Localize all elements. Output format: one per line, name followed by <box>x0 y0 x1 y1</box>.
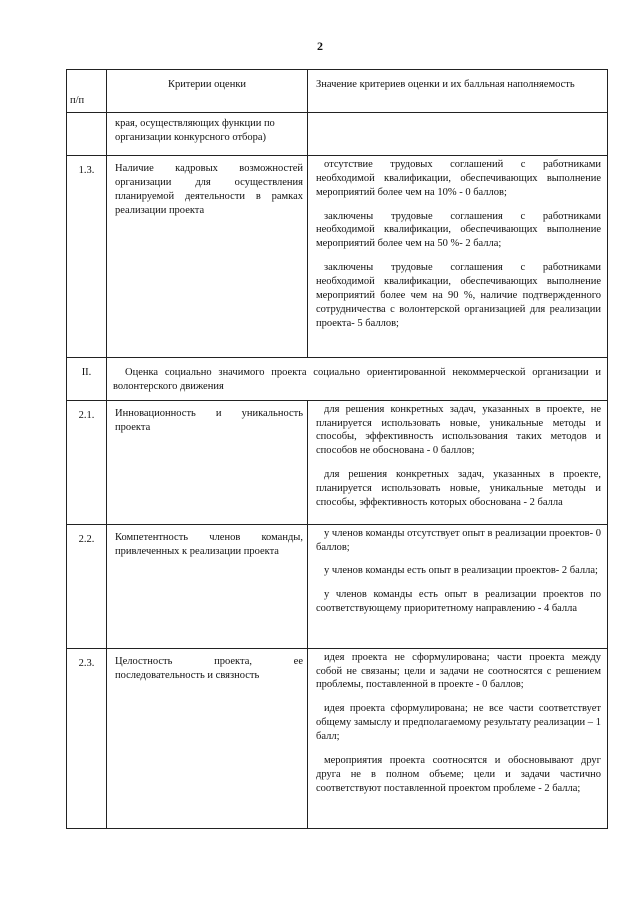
value-option: мероприятия проекта соотносятся и обосновывают друг друга не в полном объеме; цели и задачи частично соответствуют поставленной проектом проблеме - 2 балла; <box>316 754 601 794</box>
table-row <box>67 524 608 648</box>
row-num: 2.3. <box>67 648 107 828</box>
row-num: 2.2. <box>67 524 107 648</box>
value-option: идея проекта сформулирована; не все части соответствует общему замыслу и предполагаемому результату реализации – 1 балл; <box>316 703 601 743</box>
header-values: Значение критериев оценки и их балльная наполняемость <box>308 70 608 113</box>
table-row <box>67 156 608 358</box>
continuation-values <box>308 113 608 156</box>
criteria-table <box>66 69 608 829</box>
header-num <box>67 70 107 113</box>
row-criteria: Наличие кадровых возможностей организации для осуществления планируемой деятельности в рамках реализации проекта <box>107 156 308 358</box>
row-criteria: Компетентность членов команды, привлеченных к реализации проекта <box>107 524 308 648</box>
value-option: заключены трудовые соглашения с работниками необходимой квалификации, обеспечивающих выполнение мероприятий более чем на 50 %- 2 балла; <box>316 210 601 250</box>
value-option: заключены трудовые соглашения с работниками необходимой квалификации, обеспечивающих выполнение мероприятий более чем на 90 %, наличие подтвержденного сотрудничества с волонтерской организацией для реализации проекта- 5 баллов; <box>316 262 601 329</box>
value-option: идея проекта не сформулирована; части проекта между собой не связаны; цели и задачи не соотносятся с решением проблемы, поставленной в проекте - 0 баллов; <box>316 651 601 691</box>
value-option: у членов команды есть опыт в реализации проектов- 2 балла; <box>324 565 598 577</box>
table-header-row <box>67 70 608 113</box>
value-option: отсутствие трудовых соглашений с работниками необходимой квалификации, обеспечивающих выполнение мероприятий более чем на 10% - 0 баллов; <box>316 159 601 198</box>
row-criteria: Инновационность и уникальность проекта <box>107 400 308 524</box>
header-num-label: п/п <box>70 95 85 107</box>
row-values <box>308 156 608 358</box>
section-row <box>67 358 608 401</box>
row-num: 2.1. <box>67 400 107 524</box>
header-criteria: Критерии оценки <box>107 70 308 113</box>
continuation-num <box>67 113 107 156</box>
page-number: 2 <box>317 39 323 53</box>
row-values <box>308 648 608 828</box>
value-option: для решения конкретных задач, указанных в проекте, планируется использовать новые, уникальные методы и способы, эффективность которых обоснована - 2 балла <box>316 469 601 508</box>
row-values <box>308 524 608 648</box>
continuation-criteria: края, осуществляющих функции по организации конкурсного отбора) <box>107 113 308 156</box>
continuation-row <box>67 113 608 156</box>
row-values <box>308 400 608 524</box>
value-option: у членов команды отсутствует опыт в реализации проектов- 0 баллов; <box>316 527 601 553</box>
value-option: у членов команды есть опыт в реализации проектов по соответствующему приоритетному направлению - 4 балла <box>316 589 601 615</box>
section-num: II. <box>67 358 107 401</box>
row-criteria: Целостность проекта, ее последовательность и связность <box>107 648 308 828</box>
value-option: для решения конкретных задач, указанных в проекте, не планируется использовать новые, уникальные методы и способы, эффективность использования таких методов и способов не обоснована - 0 баллов; <box>316 403 601 457</box>
row-num: 1.3. <box>67 156 107 358</box>
section-title: Оценка социально значимого проекта социально ориентированной некоммерческой организации и волонтерского движения <box>107 358 608 401</box>
table-row <box>67 648 608 828</box>
table-row <box>67 400 608 524</box>
